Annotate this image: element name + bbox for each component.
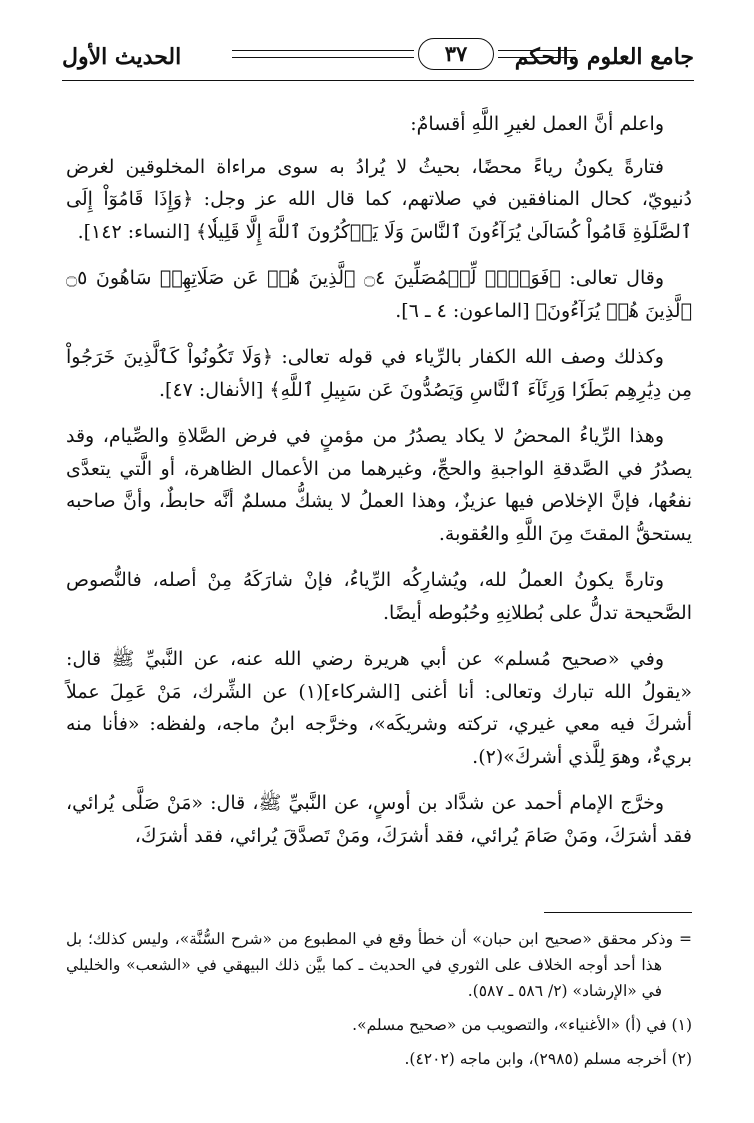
paragraph: وكذلك وصف الله الكفار بالرِّياء في قوله تعالى: ﴿وَلَا تَكُونُواْ كَٱلَّذِينَ خَرَجُواْ مِن دِيَٰرِهِم بَطَرٗا وَرِئَآءَ ٱلنَّاسِ وَيَصُدُّونَ عَن سَبِيلِ ٱللَّهِ﴾ [الأنفال: ٤٧]. — [66, 346, 692, 401]
running-header — [62, 36, 694, 86]
paragraph: وخرَّج الإمام أحمد عن شدَّاد بن أوسٍ، عن النَّبيِّ ﷺ، قال: «مَنْ صَلَّى يُرائي، فقد أشرَكَ، ومَنْ صَامَ يُرائي، فقد أشرَكَ، ومَنْ تَصدَّقَ يُرائي، فقد أشرَكَ، — [66, 792, 692, 847]
footnote-continuation: = وذكر محقق «صحيح ابن حبان» أن خطأ وقع في المطبوع من «شرح السُّنَّة»، وليس كذلك؛ بل هذا أحد أوجه الخلاف على الثوري في الحديث ـ كما بيَّن ذلك البيهقي في «الشعب» والخليلي في «الإرشاد» (٢/ ٥٨٦ ـ ٥٨٧). — [66, 930, 692, 1000]
paragraph: وهذا الرِّياءُ المحضُ لا يكاد يصدُرُ من مؤمنٍ في فرض الصَّلاةِ والصِّيام، وقد يصدُرُ في الصَّدقةِ الواجبةِ والحجِّ، وغيرهما من الأعمال الظاهرة، أو الَّتي يتعدَّى نفعُها، فإنَّ الإخلاص فيها عزيزٌ، وهذا العملُ لا يشكُّ مسلمٌ أنَّه حابطٌ، وأنَّ صاحبه يستحقُّ المقتَ مِنَ اللَّهِ والعُقوبة. — [66, 425, 692, 545]
page-number: ٣٧ — [418, 38, 494, 70]
paragraph: واعلم أنَّ العمل لغيرِ اللَّهِ أقسامٌ: — [410, 113, 664, 135]
footnote-separator — [544, 912, 692, 913]
paragraph: فتارةً يكونُ رياءً محضًا، بحيثُ لا يُرادُ به سوى مراءاة المخلوقين لغرض دُنيويّ، كحال المنافقين في صلاتهم، كما قال الله عز وجل: ﴿وَإِذَا قَامُوٓاْ إِلَى ٱلصَّلَوٰةِ قَامُواْ كُسَالَىٰ يُرَآءُونَ ٱلنَّاسَ وَلَا يَذۡكُرُونَ ٱللَّهَ إِلَّا قَلِيلٗا﴾ [النساء: ١٤٢]. — [66, 155, 692, 243]
header-double-line — [498, 50, 576, 58]
chapter-title: الحديث الأول — [62, 44, 182, 70]
main-text — [66, 108, 692, 866]
paragraph: وفي «صحيح مُسلم» عن أبي هريرة رضي الله عنه، عن النَّبيِّ ﷺ قال: «يقولُ الله تبارك وتعالى: أنا أغنى [الشركاء](١) عن الشِّرك، مَنْ عَمِلَ عملاً أشركَ فيه معي غيري، تركته وشريكَه»، وخرَّجه ابنُ ماجه، ولفظه: «فأنا منه بريءٌ، وهوَ لِلَّذي أشركَ»(٢). — [66, 648, 693, 768]
footnote: (٢) أخرجه مسلم (٢٩٨٥)، وابن ماجه (٤٢٠٢). — [404, 1050, 692, 1068]
paragraph: وقال تعالى: ﴿فَوَيۡلٞ لِّلۡمُصَلِّينَ ۝٤ ٱلَّذِينَ هُمۡ عَن صَلَاتِهِمۡ سَاهُونَ ۝٥ ٱلَّذِينَ هُمۡ يُرَآءُونَ﴾ [الماعون: ٤ ـ ٦]. — [66, 267, 692, 322]
header-rule — [62, 80, 694, 81]
footnote: (١) في (أ) «الأغنياء»، والتصويب من «صحيح مسلم». — [352, 1016, 692, 1034]
book-title: جامع العلوم والحكم — [514, 44, 694, 70]
header-double-line — [232, 50, 414, 58]
paragraph: وتارةً يكونُ العملُ لله، ويُشارِكُه الرِّياءُ، فإنْ شارَكَهُ مِنْ أصله، فالنُّصوص الصَّحيحة تدلُّ على بُطلانِهِ وحُبُوطه أيضًا. — [66, 569, 692, 624]
footnotes — [66, 926, 692, 1080]
